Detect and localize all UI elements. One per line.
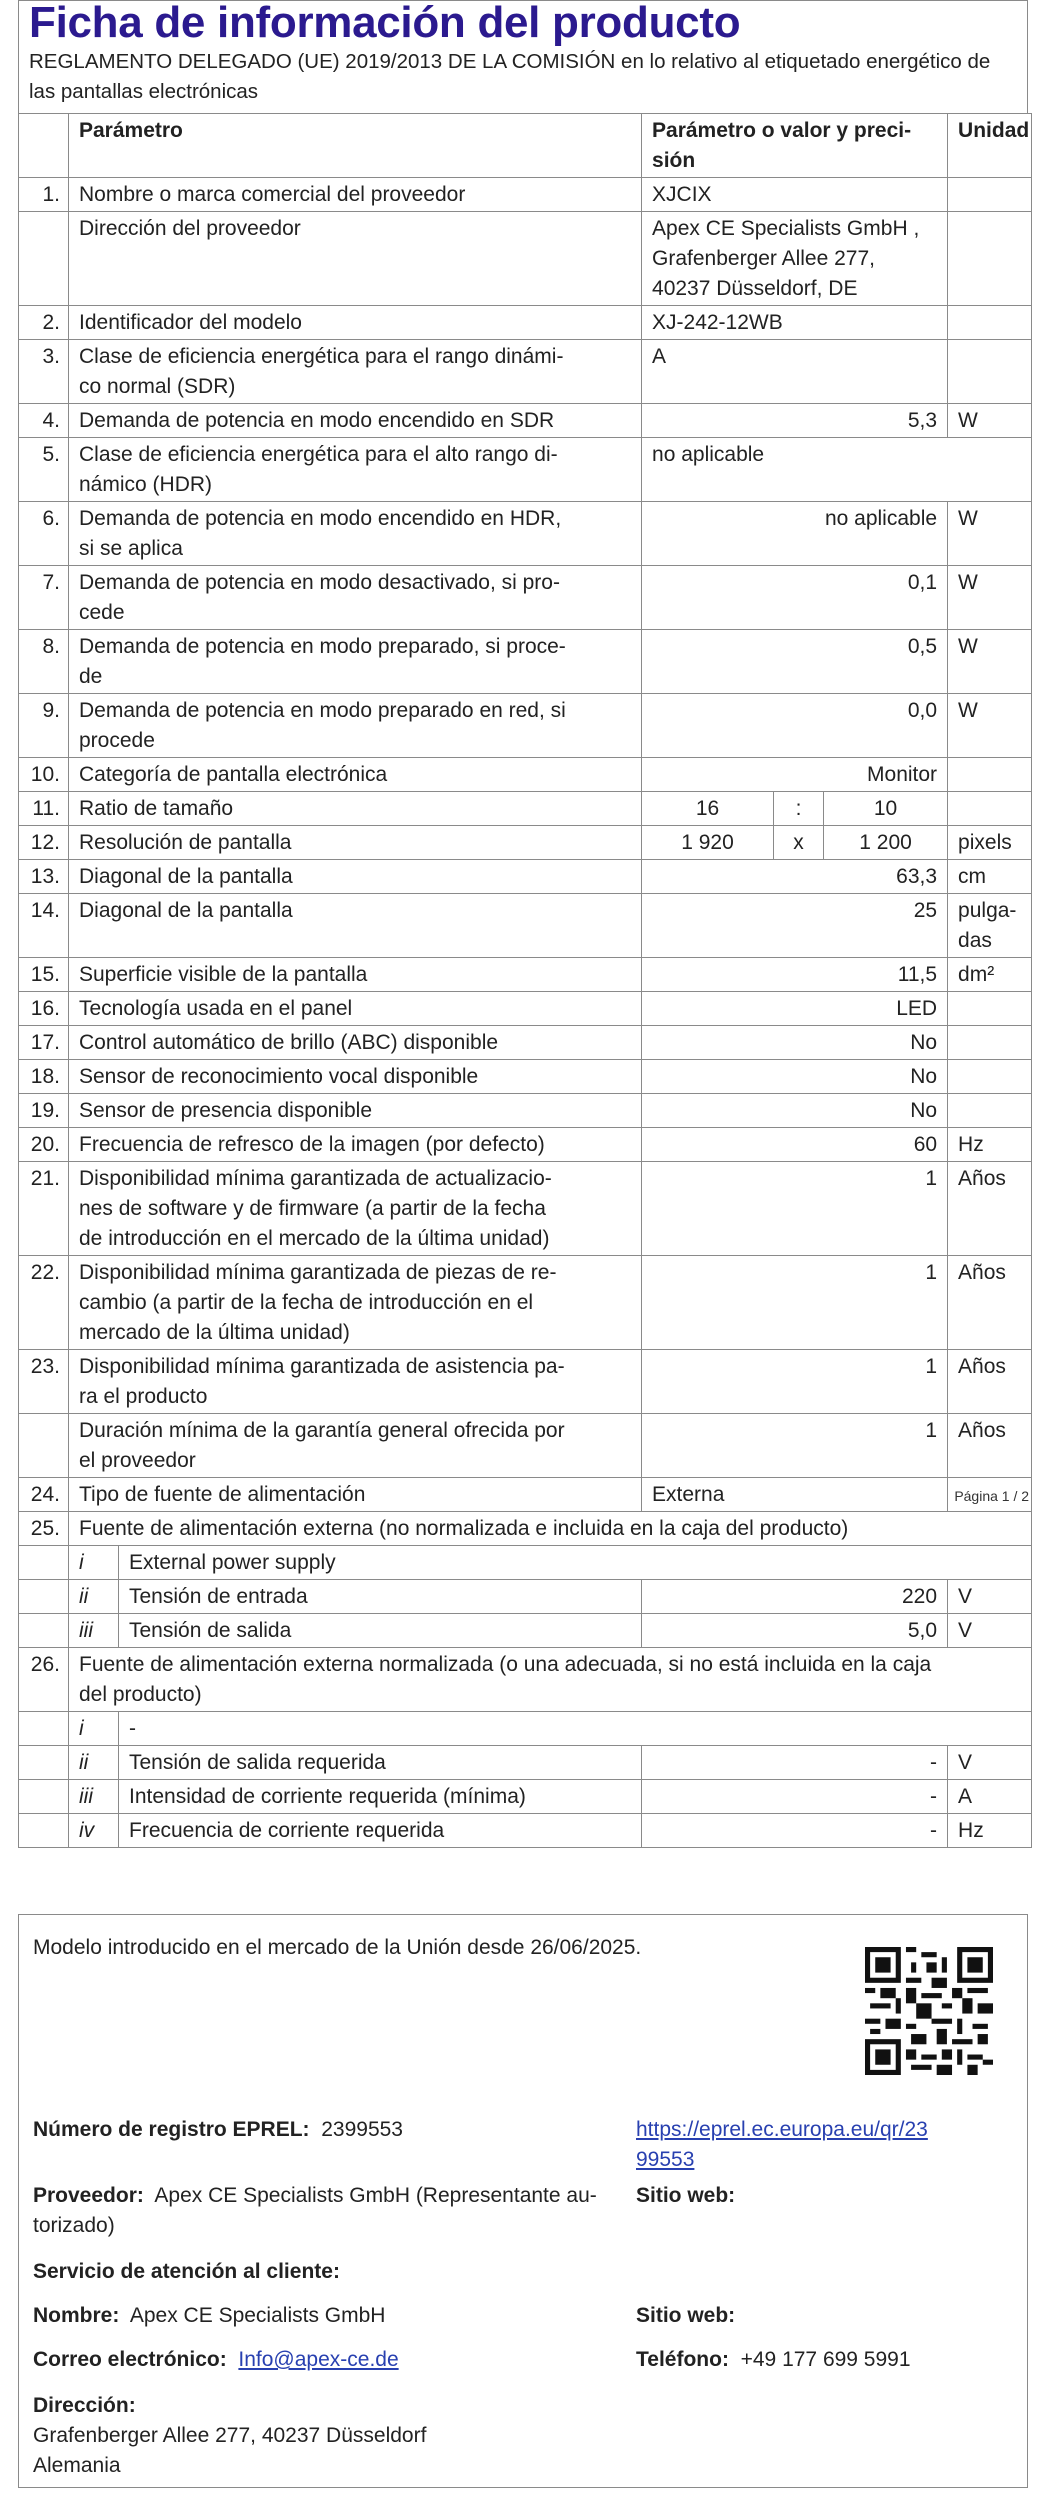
service-name: Nombre: Apex CE Specialists GmbH bbox=[33, 2304, 386, 2327]
service-email: Correo electrónico: Info@apex-ce.de bbox=[33, 2348, 399, 2371]
product-info-table bbox=[18, 113, 1032, 1848]
table-row: 7. Demanda de potencia en modo desactivado, si pro- cede 0,1 W bbox=[19, 566, 1032, 630]
eprel-link[interactable]: https://eprel.ec.europa.eu/qr/23 99553 bbox=[636, 2118, 928, 2171]
table-row: 14. Diagonal de la pantalla 25 pulga- das bbox=[19, 894, 1032, 958]
header-unit: Unidad bbox=[948, 114, 1032, 178]
table-row: 2. Identificador del modelo XJ-242-12WB bbox=[19, 306, 1032, 340]
market-date-text: Modelo introducido en el mercado de la Unión desde 26/06/2025. bbox=[33, 1936, 642, 1959]
page-title: Ficha de información del producto bbox=[29, 0, 741, 47]
table-row: 8. Demanda de potencia en modo preparado, si proce- de 0,5 W bbox=[19, 630, 1032, 694]
table-row: ii Tensión de salida requerida - V bbox=[19, 1746, 1032, 1780]
table-row: 3. Clase de eficiencia energética para el rango dinámi- co normal (SDR) A bbox=[19, 340, 1032, 404]
table-row: 21. Disponibilidad mínima garantizada de actualizacio- nes de software y de firmware (a partir de la fecha de introducción en el mercado de la última unidad) 1 Años bbox=[19, 1162, 1032, 1256]
provider-website-label: Sitio web: bbox=[636, 2184, 736, 2207]
service-phone: Teléfono: +49 177 699 5991 bbox=[636, 2348, 911, 2371]
customer-service-heading: Servicio de atención al cliente: bbox=[33, 2260, 340, 2283]
qr-code-icon[interactable] bbox=[865, 1947, 993, 2075]
page-number: Página 1 / 2 bbox=[954, 1488, 1030, 1504]
table-row: 4. Demanda de potencia en modo encendido en SDR 5,3 W bbox=[19, 404, 1032, 438]
table-row: 12. Resolución de pantalla 1 920 x 1 200 pixels bbox=[19, 826, 1032, 860]
table-row: 24. Tipo de fuente de alimentación Externa Página 1 / 2 bbox=[19, 1478, 1032, 1512]
header-box bbox=[18, 0, 1028, 113]
provider-info: Proveedor: Apex CE Specialists GmbH (Representante au- torizado) bbox=[33, 2184, 597, 2237]
table-row: 1. Nombre o marca comercial del proveedor XJCIX bbox=[19, 178, 1032, 212]
table-row: 13. Diagonal de la pantalla 63,3 cm bbox=[19, 860, 1032, 894]
table-row: Duración mínima de la garantía general ofrecida por el proveedor 1 Años bbox=[19, 1414, 1032, 1478]
table-row: i - bbox=[19, 1712, 1032, 1746]
table-row: Dirección del proveedor Apex CE Specialists GmbH , Grafenberger Allee 277, 40237 Düsseldorf, DE bbox=[19, 212, 1032, 306]
table-row: 18. Sensor de reconocimiento vocal disponible No bbox=[19, 1060, 1032, 1094]
table-row: i External power supply bbox=[19, 1546, 1032, 1580]
table-row: 9. Demanda de potencia en modo preparado en red, si procede 0,0 W bbox=[19, 694, 1032, 758]
table-row: 20. Frecuencia de refresco de la imagen (por defecto) 60 Hz bbox=[19, 1128, 1032, 1162]
address-text: Grafenberger Allee 277, 40237 Düsseldorf Alemania bbox=[33, 2424, 427, 2477]
table-row: 5. Clase de eficiencia energética para el alto rango di- námico (HDR) no aplicable bbox=[19, 438, 1032, 502]
eprel-number: 2399553 bbox=[321, 2118, 403, 2141]
table-row: 16. Tecnología usada en el panel LED bbox=[19, 992, 1032, 1026]
table-row: 22. Disponibilidad mínima garantizada de piezas de re- cambio (a partir de la fecha de introducción en el mercado de la última unidad) 1 Años bbox=[19, 1256, 1032, 1350]
table-row: 11. Ratio de tamaño 16 : 10 bbox=[19, 792, 1032, 826]
table-row: 26. Fuente de alimentación externa normalizada (o una adecuada, si no está incluida en la caja del producto) bbox=[19, 1648, 1032, 1712]
table-row: 23. Disponibilidad mínima garantizada de asistencia pa- ra el producto 1 Años bbox=[19, 1350, 1032, 1414]
table-row: 19. Sensor de presencia disponible No bbox=[19, 1094, 1032, 1128]
table-row: iii Intensidad de corriente requerida (mínima) - A bbox=[19, 1780, 1032, 1814]
table-row: 25. Fuente de alimentación externa (no normalizada e incluida en la caja del producto) bbox=[19, 1512, 1032, 1546]
regulation-subtitle: REGLAMENTO DELEGADO (UE) 2019/2013 DE LA COMISIÓN en lo relativo al etiquetado energético de las pantallas electrónicas bbox=[29, 50, 991, 103]
eprel-registration: Número de registro EPREL: 2399553 bbox=[33, 2118, 403, 2141]
table-row: 15. Superficie visible de la pantalla 11,5 dm² bbox=[19, 958, 1032, 992]
table-row: iv Frecuencia de corriente requerida - Hz bbox=[19, 1814, 1032, 1848]
table-row: iii Tensión de salida 5,0 V bbox=[19, 1614, 1032, 1648]
email-link[interactable]: Info@apex-ce.de bbox=[238, 2348, 399, 2371]
table-row: 10. Categoría de pantalla electrónica Monitor bbox=[19, 758, 1032, 792]
header-value: Parámetro o valor y preci- sión bbox=[642, 114, 948, 178]
table-row: ii Tensión de entrada 220 V bbox=[19, 1580, 1032, 1614]
table-row: 17. Control automático de brillo (ABC) disponible No bbox=[19, 1026, 1032, 1060]
table-row: 6. Demanda de potencia en modo encendido en HDR, si se aplica no aplicable W bbox=[19, 502, 1032, 566]
table-header-row bbox=[19, 114, 1032, 178]
supplier-info-box bbox=[18, 1914, 1028, 2488]
header-param: Parámetro bbox=[69, 114, 642, 178]
address-label: Dirección: bbox=[33, 2394, 136, 2417]
service-website-label: Sitio web: bbox=[636, 2304, 736, 2327]
